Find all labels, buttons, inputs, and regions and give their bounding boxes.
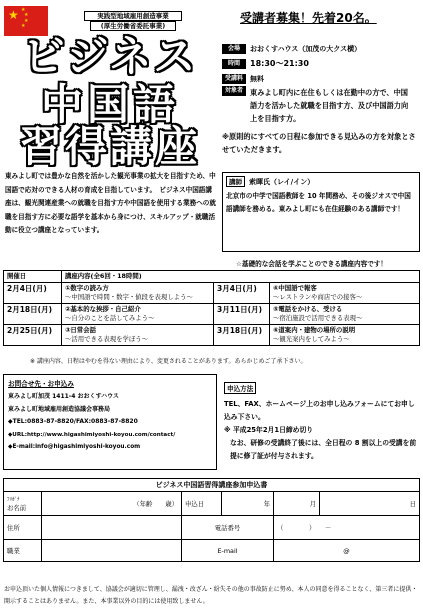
session-topic: ②基本的な挨拶・自己紹介: [65, 304, 141, 313]
session-topic: ③日常会話: [65, 325, 96, 334]
application-form: [3, 478, 420, 562]
phone-label: 電話番号: [182, 516, 274, 540]
info-venue: [222, 44, 361, 54]
star-icon: ★: [21, 7, 26, 13]
info-label: 時間: [222, 59, 246, 69]
contact-url-link[interactable]: ◆URL:http://www.higashimiyoshi-koyou.com/contact/: [8, 431, 176, 438]
contact-box: [3, 374, 217, 470]
info-label: 受講料: [222, 74, 246, 84]
session-content: [62, 303, 214, 324]
session-subtopic: ～観光案内をしてみよう～: [273, 334, 350, 343]
furigana-label: ﾌﾘｶﾞﾅ: [7, 496, 20, 503]
session-content: [270, 324, 420, 345]
star-icon: ★: [24, 18, 29, 24]
info-value: 18:30～21:30: [250, 59, 309, 68]
attendance-note: ※原則的にすべての日程に参加できる見込みの方を対象とさせていただきます。: [222, 132, 416, 154]
session-content: [62, 324, 214, 345]
star-icon: ★: [8, 8, 19, 22]
address-label: 住所: [4, 516, 42, 540]
session-subtopic: ～自分のことを話してみよう～: [65, 313, 155, 322]
form-title: ビジネス中国語習得講座参加申込書: [4, 479, 420, 492]
apply-section: [224, 376, 420, 463]
instructor-label: 講師: [226, 176, 245, 187]
instructor-name: 索暉氏（レイ/イン）: [249, 177, 315, 186]
month-label: 月: [309, 500, 316, 508]
title-line-3: 習得講座: [19, 122, 200, 171]
contact-office: 東みよし町地域雇用創造協議会事務局: [8, 405, 111, 413]
info-label: 会場: [222, 44, 246, 54]
session-subtopic: ～活用できる表現を学ぼう～: [65, 334, 149, 343]
session-content: [270, 282, 420, 303]
apply-method-text: TEL、FAX、ホームページ上のお申し込みフォームにてお申し込み下さい。: [224, 400, 415, 421]
instructor-box: [222, 172, 420, 252]
session-date: 2月25日(月): [4, 324, 62, 345]
schedule-row: [4, 303, 420, 324]
schedule-table: [3, 270, 420, 346]
schedule-footnote: ※ 講座内容、日程はやむを得ない理由により、変更されることがあります。あらかじめご了承下さい。: [30, 358, 307, 365]
session-topic: ①数字の読み方: [65, 283, 109, 292]
session-date: 3月4日(月): [214, 282, 270, 303]
name-field[interactable]: [42, 492, 182, 516]
session-subtopic: ～宿泊施設で活用できる表現～: [273, 313, 363, 322]
star-icon: ★: [21, 23, 26, 29]
phone-format: （ ） －: [277, 524, 332, 532]
address-field[interactable]: [42, 516, 182, 540]
session-date: 3月18日(月): [214, 324, 270, 345]
schedule-header-date: 開催日: [4, 271, 62, 283]
info-time: [222, 59, 309, 69]
schedule-header: [4, 271, 420, 283]
star-icon: ★: [24, 12, 29, 18]
contact-tel-fax[interactable]: ◆TEL:0883-87-8820/FAX:0883-87-8820: [8, 418, 138, 426]
info-fee: [222, 74, 264, 84]
contact-heading: お問合せ先・お申込み: [8, 380, 74, 388]
intro-text: 東みよし町では豊かな自然を活かした観光事業の拡大を目指すため、中国語で応対のできる人材の育成を目指しています。 ビジネス中国語講座は、観光関連産業への就職を目指す方や中国語を使用する業務への就職を目指す方に必要な語学を基本から身につけ、スキルアップ・就職活動に役立つ講座となっています。: [5, 172, 216, 235]
schedule-row: [4, 282, 420, 303]
contact-email-link[interactable]: ◆E-mail:info@higashimiyoshi-koyou.com: [8, 444, 141, 451]
job-label: 職業: [4, 540, 42, 562]
session-topic: ⑥道案内・建物の場所の説明: [273, 325, 356, 334]
apply-heading: 申込方法: [224, 382, 256, 394]
info-label: 対象者: [222, 86, 246, 96]
instructor-desc: 北京市の中学で国語教師を 10 年間務め、その後ジオスで中国語講師を務める。東みよし町にも在住経験のある講師です！: [226, 192, 411, 214]
apply-month-field[interactable]: [274, 492, 320, 516]
ministry-subtitle: (厚生労働省委託事業): [90, 21, 176, 31]
session-topic: ④中国語で報客: [273, 283, 317, 292]
info-value: おおくすハウス（加茂の大クス横）: [250, 45, 362, 53]
email-label: E-mail: [182, 540, 274, 562]
info-value: 東みよし町内に在住もしくは在勤中の方で、中国語力を活かした就職を目指す方、及び中国語力向上を目指す方。: [250, 88, 409, 123]
name-label: お名前: [7, 503, 27, 512]
title-line-2: 中国語: [40, 80, 179, 129]
schedule-note: ☆基礎的な会話を学ぶことのできる講座内容です！: [236, 260, 387, 268]
session-subtopic: ～中国語で時間・数字・値段を表現しよう～: [65, 292, 193, 301]
title-line-1: ビジネス: [22, 32, 198, 81]
info-target: [222, 86, 414, 125]
info-value: 無料: [250, 75, 264, 83]
schedule-header-content: 講座内容(全6回・18時間): [62, 271, 420, 283]
apply-certificate-note: なお、研修の受講終了後には、全日程の 8 割以上の受講を前提に修了証が付与されます。: [230, 439, 417, 460]
day-label: 日: [409, 500, 416, 508]
year-label: 年: [263, 500, 270, 508]
apply-day-field[interactable]: [320, 492, 420, 516]
session-date: 2月4日(月): [4, 282, 62, 303]
session-content: [62, 282, 214, 303]
schedule-row: [4, 324, 420, 345]
phone-field[interactable]: [274, 516, 420, 540]
recruit-headline: 受講者募集！先着20名。: [240, 11, 377, 25]
session-subtopic: ～レストランや商店での接客～: [273, 292, 363, 301]
job-field[interactable]: [42, 540, 182, 562]
privacy-notice: お申込頂いた個人情報につきまして、協議会が適切に管理し、漏洩・改ざん・紛失その他の事故防止に努め、本人の同意を得ることなく、第三者に提供・開示することはありません。また、本事業以外の目的には使用致しません。: [4, 586, 418, 605]
session-topic: ⑤電話をかける、受ける: [273, 304, 343, 313]
email-field[interactable]: [274, 540, 420, 562]
name-label-cell: [4, 492, 42, 516]
age-label: （年齢 歳）: [133, 500, 178, 508]
session-date: 2月18日(月): [4, 303, 62, 324]
session-content: [270, 303, 420, 324]
apply-deadline: ※ 平成25年2月1日締め切り: [224, 426, 314, 434]
program-subtitle: 実践型地域雇用創造事業: [84, 11, 182, 21]
at-sign: @: [343, 546, 350, 555]
apply-date-label: 申込日: [182, 492, 222, 516]
session-date: 3月11日(月): [214, 303, 270, 324]
contact-address: 東みよし町加茂 1411-4 おおくすハウス: [8, 393, 119, 400]
apply-year-field[interactable]: [222, 492, 274, 516]
